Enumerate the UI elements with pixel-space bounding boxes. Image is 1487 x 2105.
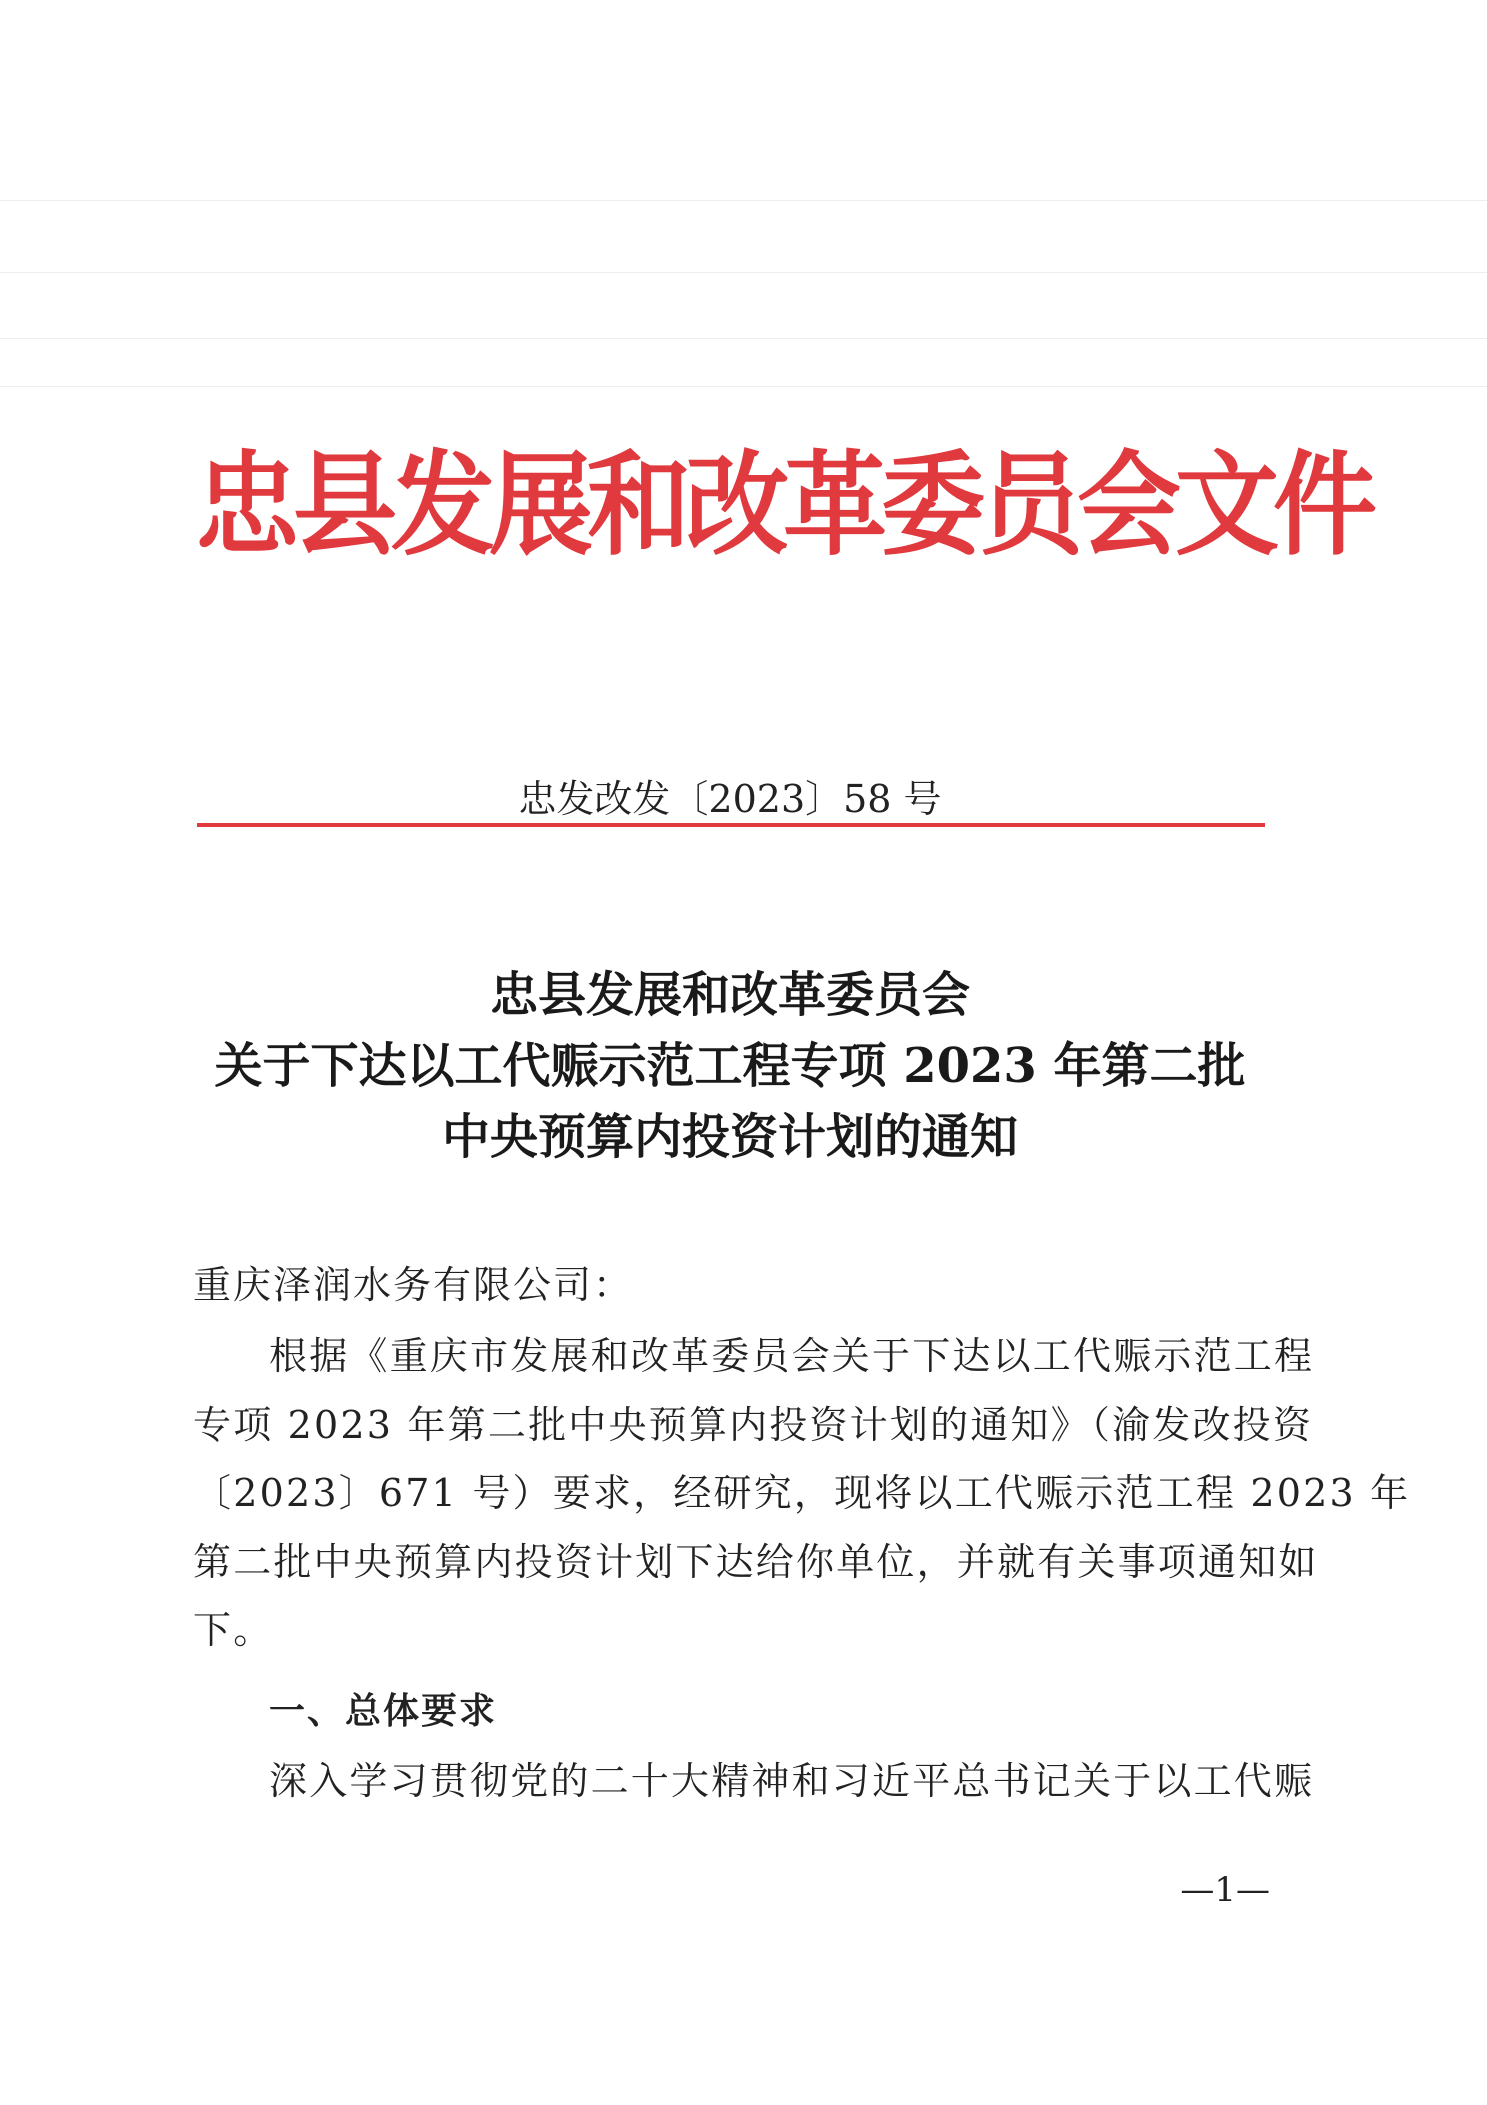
body-line: 专项 2023 年第二批中央预算内投资计划的通知》（渝发改投资 — [193, 1402, 1314, 1447]
title-line-3: 中央预算内投资计划的通知 — [441, 1109, 1018, 1165]
red-divider-rule — [197, 823, 1265, 827]
notice-title — [150, 960, 1310, 1173]
page-number: —1— — [1180, 1870, 1270, 1910]
scan-artifact-line — [0, 338, 1487, 339]
addressee: 重庆泽润水务有限公司： — [193, 1263, 634, 1307]
scan-artifact-line — [0, 386, 1487, 387]
section-heading: 一、总体要求 — [269, 1691, 498, 1732]
body-line: 第二批中央预算内投资计划下达给你单位，并就有关事项通知如 — [193, 1539, 1319, 1584]
title-line-1: 忠县发展和改革委员会 — [489, 967, 970, 1023]
body-line: 根据《重庆市发展和改革委员会关于下达以工代赈示范工程 — [269, 1334, 1315, 1378]
body-line: 〔2023〕671 号）要求，经研究，现将以工代赈示范工程 2023 年 — [193, 1471, 1411, 1515]
body-paragraph — [193, 1322, 1411, 1665]
scan-artifact-line — [0, 272, 1487, 273]
scan-artifact-line — [0, 200, 1487, 201]
title-line-2: 关于下达以工代赈示范工程专项 2023 年第二批 — [214, 1038, 1246, 1094]
issuer-file-title: 忠县发展和改革委员会文件 — [195, 439, 1372, 571]
body-line: 下。 — [193, 1608, 274, 1652]
document-number: 忠发改发〔2023〕58 号 — [518, 777, 942, 821]
section-first-line: 深入学习贯彻党的二十大精神和习近平总书记关于以工代赈 — [269, 1759, 1315, 1803]
